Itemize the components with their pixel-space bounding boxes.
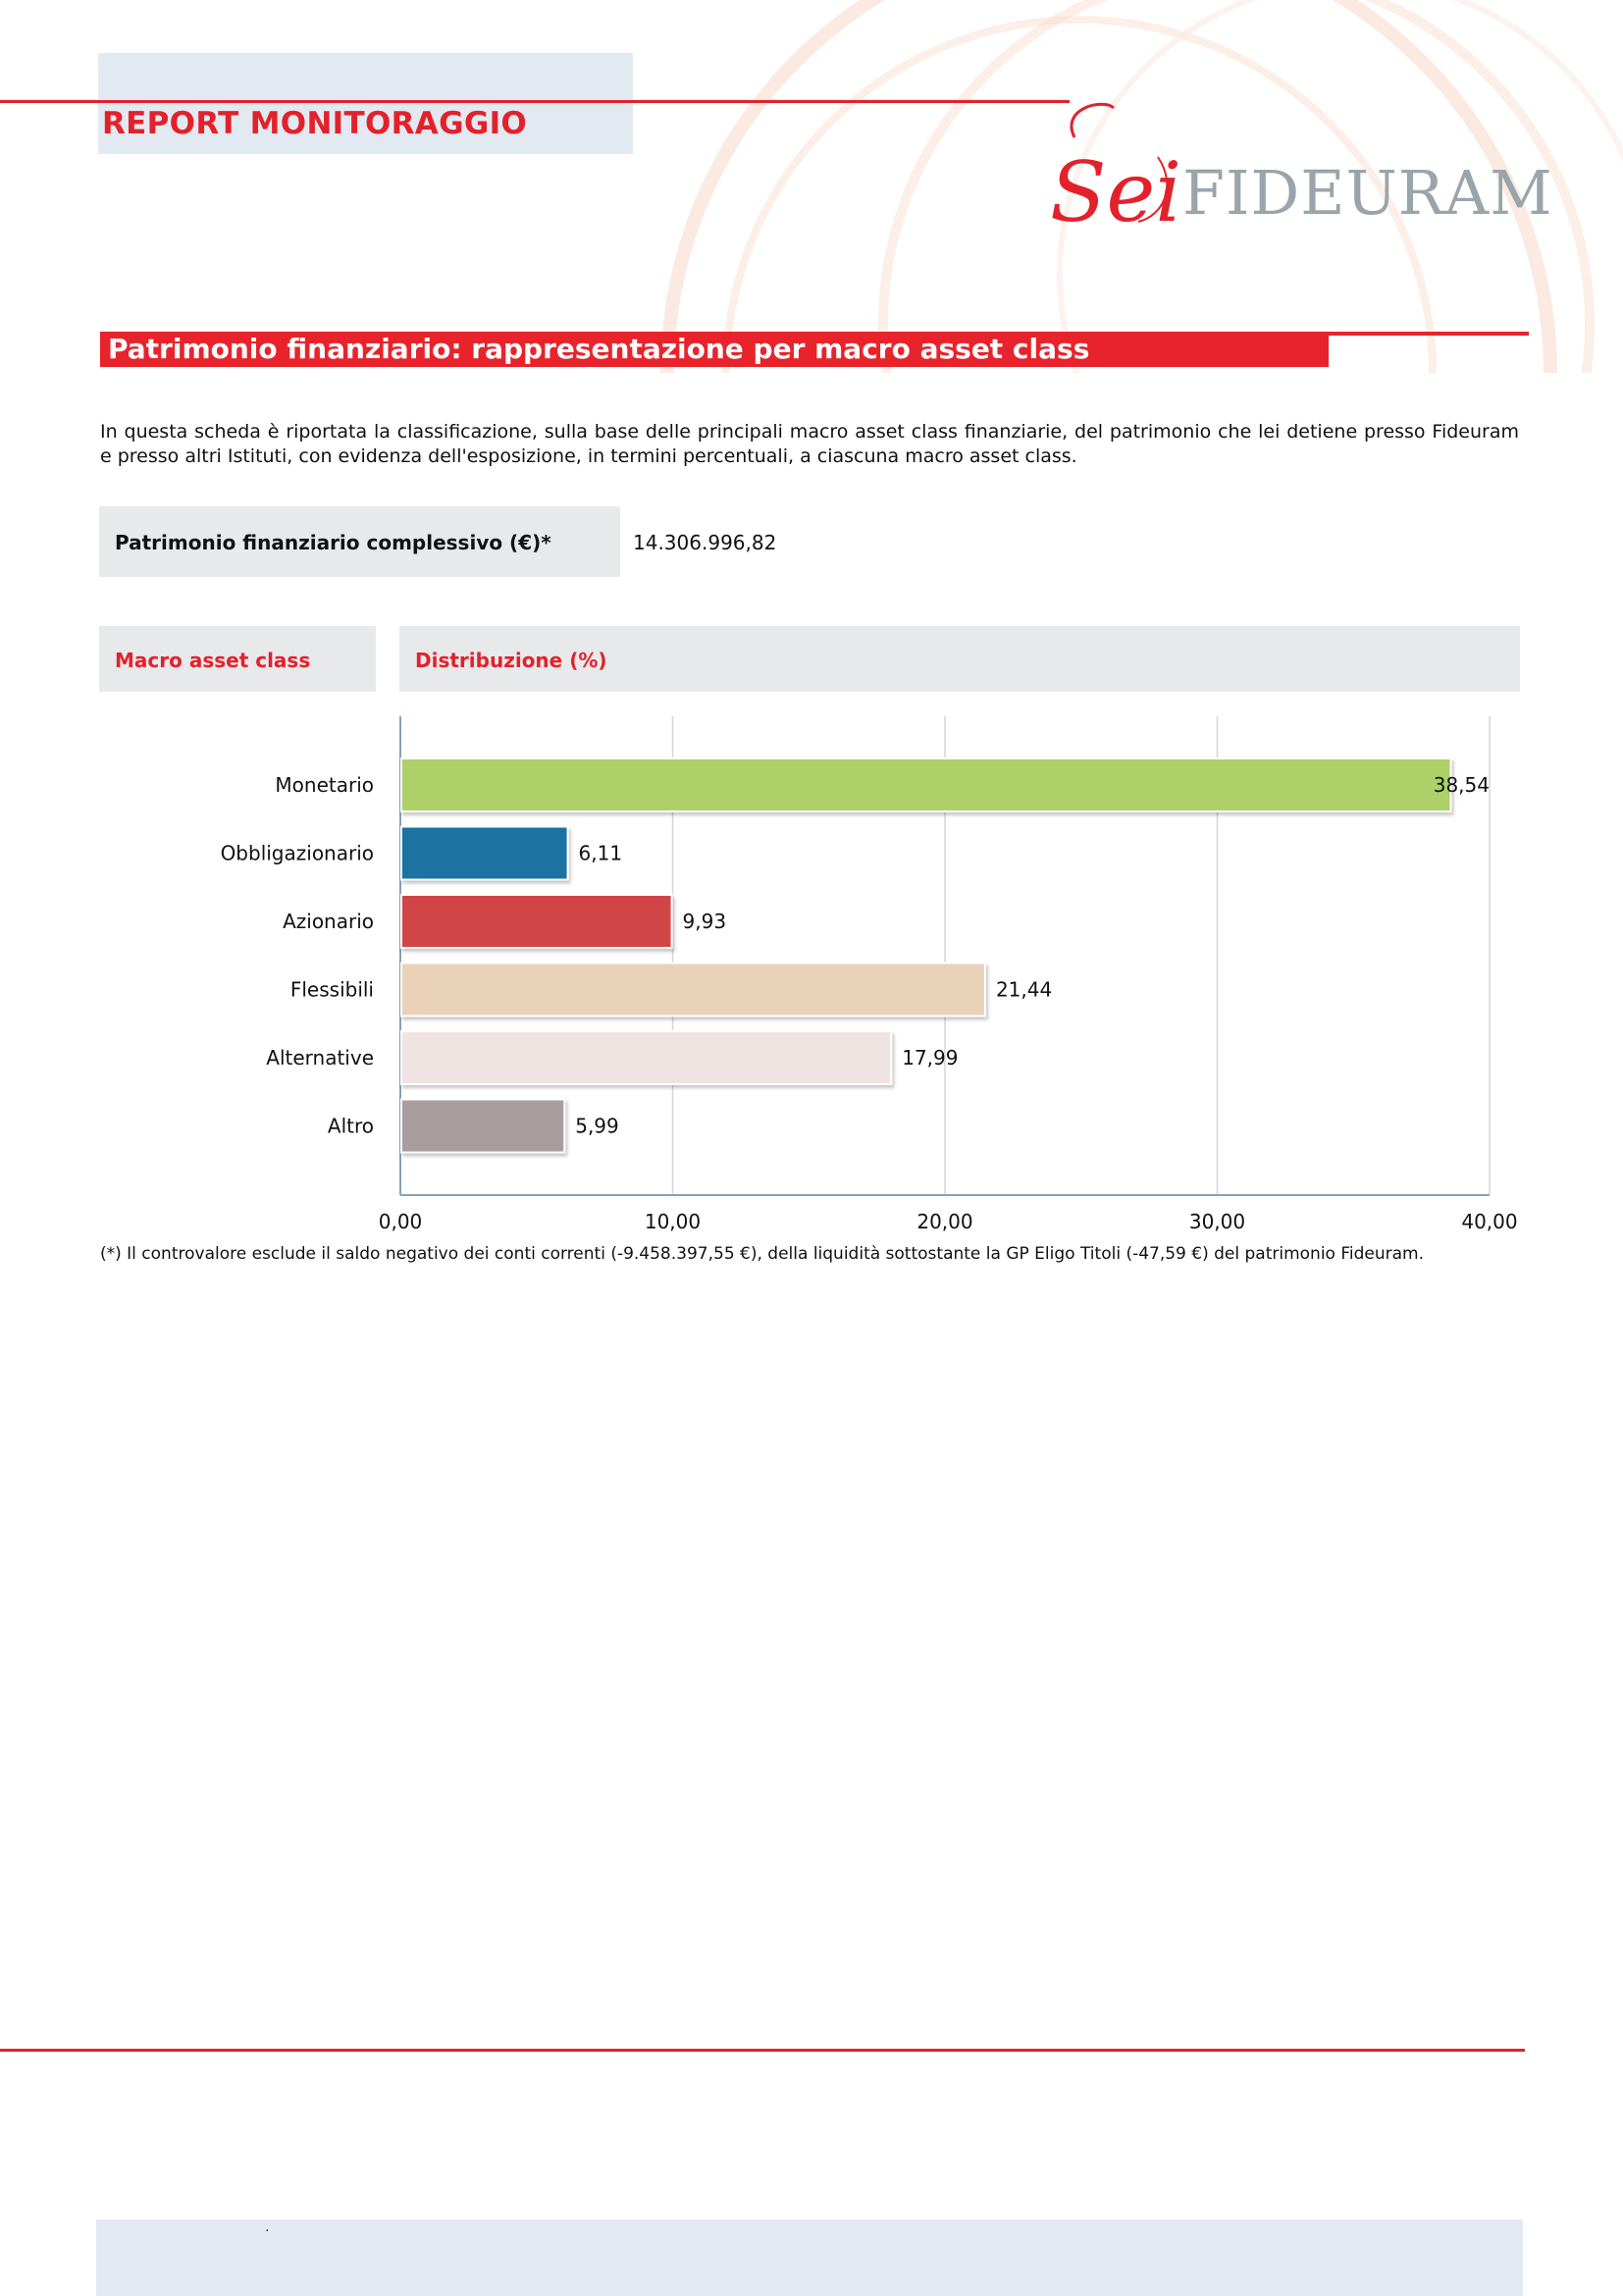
logo-sei-text: Sei <box>1050 144 1182 235</box>
category-label: Alternative <box>266 1046 374 1070</box>
category-label: Altro <box>327 1114 374 1138</box>
value-label: 5,99 <box>575 1114 619 1138</box>
x-tick-label: 30,00 <box>1188 1210 1246 1233</box>
footnote: (*) Il controvalore esclude il saldo negativo dei conti correnti (-9.458.397,55 €), della liquidità sottostante la GP Eligo Titoli (-47,59 €) del patrimonio Fideuram. <box>100 1244 1425 1264</box>
kpi-label: Patrimonio finanziario complessivo (€)* <box>115 531 551 554</box>
x-tick-label: 40,00 <box>1461 1210 1518 1233</box>
report-title: REPORT MONITORAGGIO <box>102 106 528 141</box>
bar-obbligazionario <box>401 827 568 880</box>
section-title: Patrimonio finanziario: rappresentazione per macro asset class <box>108 333 1090 365</box>
logo-fideuram-text: FIDEURAM <box>1182 157 1553 229</box>
bar-azionario <box>401 895 672 948</box>
category-label: Obbligazionario <box>220 841 374 865</box>
x-tick-label: 10,00 <box>644 1210 702 1233</box>
kpi-value: 14.306.996,82 <box>633 531 777 554</box>
bar-flessibili <box>401 964 985 1017</box>
footer-dot: . <box>265 2219 270 2235</box>
x-tick-label: 0,00 <box>378 1210 423 1233</box>
value-label: 38,54 <box>1433 773 1490 797</box>
macro-header: Macro asset class <box>115 649 311 672</box>
x-tick-label: 20,00 <box>916 1210 973 1233</box>
value-label: 6,11 <box>578 841 623 865</box>
bar-altro <box>401 1100 564 1153</box>
footer-box <box>96 2219 1523 2296</box>
distribution-header: Distribuzione (%) <box>415 649 607 672</box>
footer-rule <box>0 2049 1525 2052</box>
bar-monetario <box>401 758 1450 811</box>
value-label: 21,44 <box>995 977 1053 1002</box>
intro-paragraph: In questa scheda è riportata la classificazione, sulla base delle principali macro asset class finanziarie, del patrimonio che lei detiene presso Fideuram e presso altri Istituti, con evidenza dell'esposizione, in termini percentuali, a ciascuna macro asset class. <box>100 421 1519 467</box>
category-label: Monetario <box>275 773 374 797</box>
bar-alternative <box>401 1031 891 1084</box>
value-label: 17,99 <box>902 1046 959 1070</box>
category-label: Flessibili <box>289 977 374 1002</box>
category-label: Azionario <box>283 910 374 933</box>
value-label: 9,93 <box>682 910 727 933</box>
